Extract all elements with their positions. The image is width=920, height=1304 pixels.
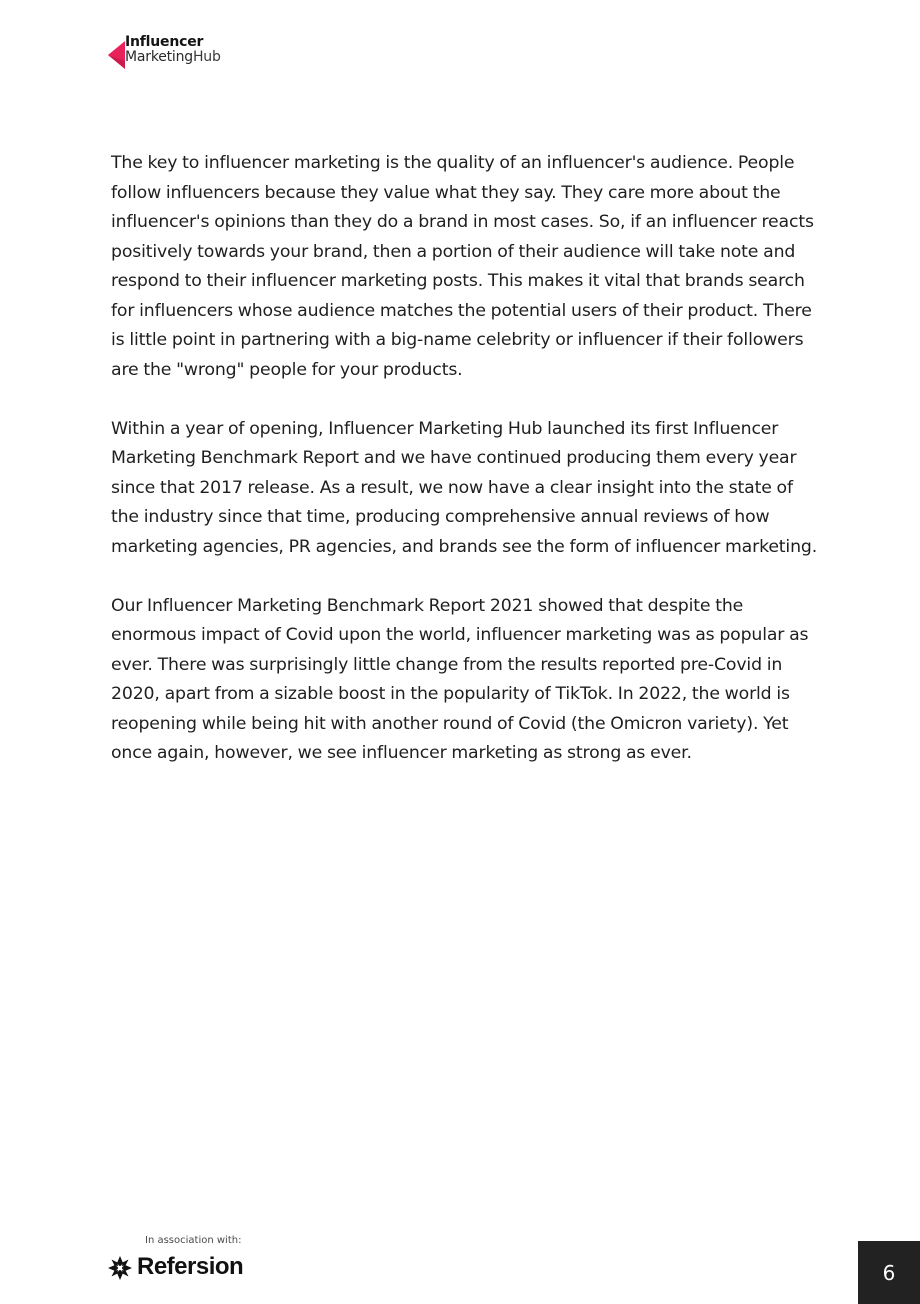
association-label: In association with: (145, 1235, 242, 1246)
brand-wordmark (125, 35, 221, 64)
paragraph-2021-report: Our Influencer Marketing Benchmark Report 2021 showed that despite the enormous impact of Covid upon the world, influencer marketing was as popular as ever. There was surprisingly little change from the results reported pre-Covid in 2020, apart from a sizable boost in the popularity of TikTok. In 2022, the world is reopening while being hit with another round of Covid (the Omicron variety). Yet once again, however, we see influencer marketing as strong as ever. (111, 595, 809, 763)
page-number-badge (858, 1241, 920, 1304)
brand-name-hub: Hub (192, 49, 221, 65)
paragraph-benchmark-history: Within a year of opening, Influencer Marketing Hub launched its first Influencer Marketing Benchmark Report and we have continued producing them every year since that 2017 release. As a result, we now have a clear insight into the state of the industry since that time, producing comprehensive annual reviews of how marketing agencies, PR agencies, and brands see the form of influencer marketing. (111, 418, 818, 557)
refersion-star-icon (107, 1255, 133, 1281)
partner-logo (107, 1252, 257, 1282)
body-content (111, 149, 823, 798)
brand-name-marketing: Marketing (125, 49, 193, 65)
partner-name: Refersion (137, 1253, 244, 1280)
brand-name-line1: Influencer (125, 34, 204, 50)
page-number: 6 (882, 1260, 896, 1285)
brand-logo (108, 35, 268, 69)
brand-name-line2 (125, 50, 221, 64)
paragraph-audience-quality: The key to influencer marketing is the quality of an influencer's audience. People follow influencers because they value what they say. They care more about the influencer's opinions than they do a brand in most cases. So, if an influencer reacts positively towards your brand, then a portion of their audience will take note and respond to their influencer marketing posts. This makes it vital that brands search for influencers whose audience matches the potential users of their product. There is little point in partnering with a big-name celebrity or influencer if their followers are the "wrong" people for your products. (111, 153, 814, 380)
